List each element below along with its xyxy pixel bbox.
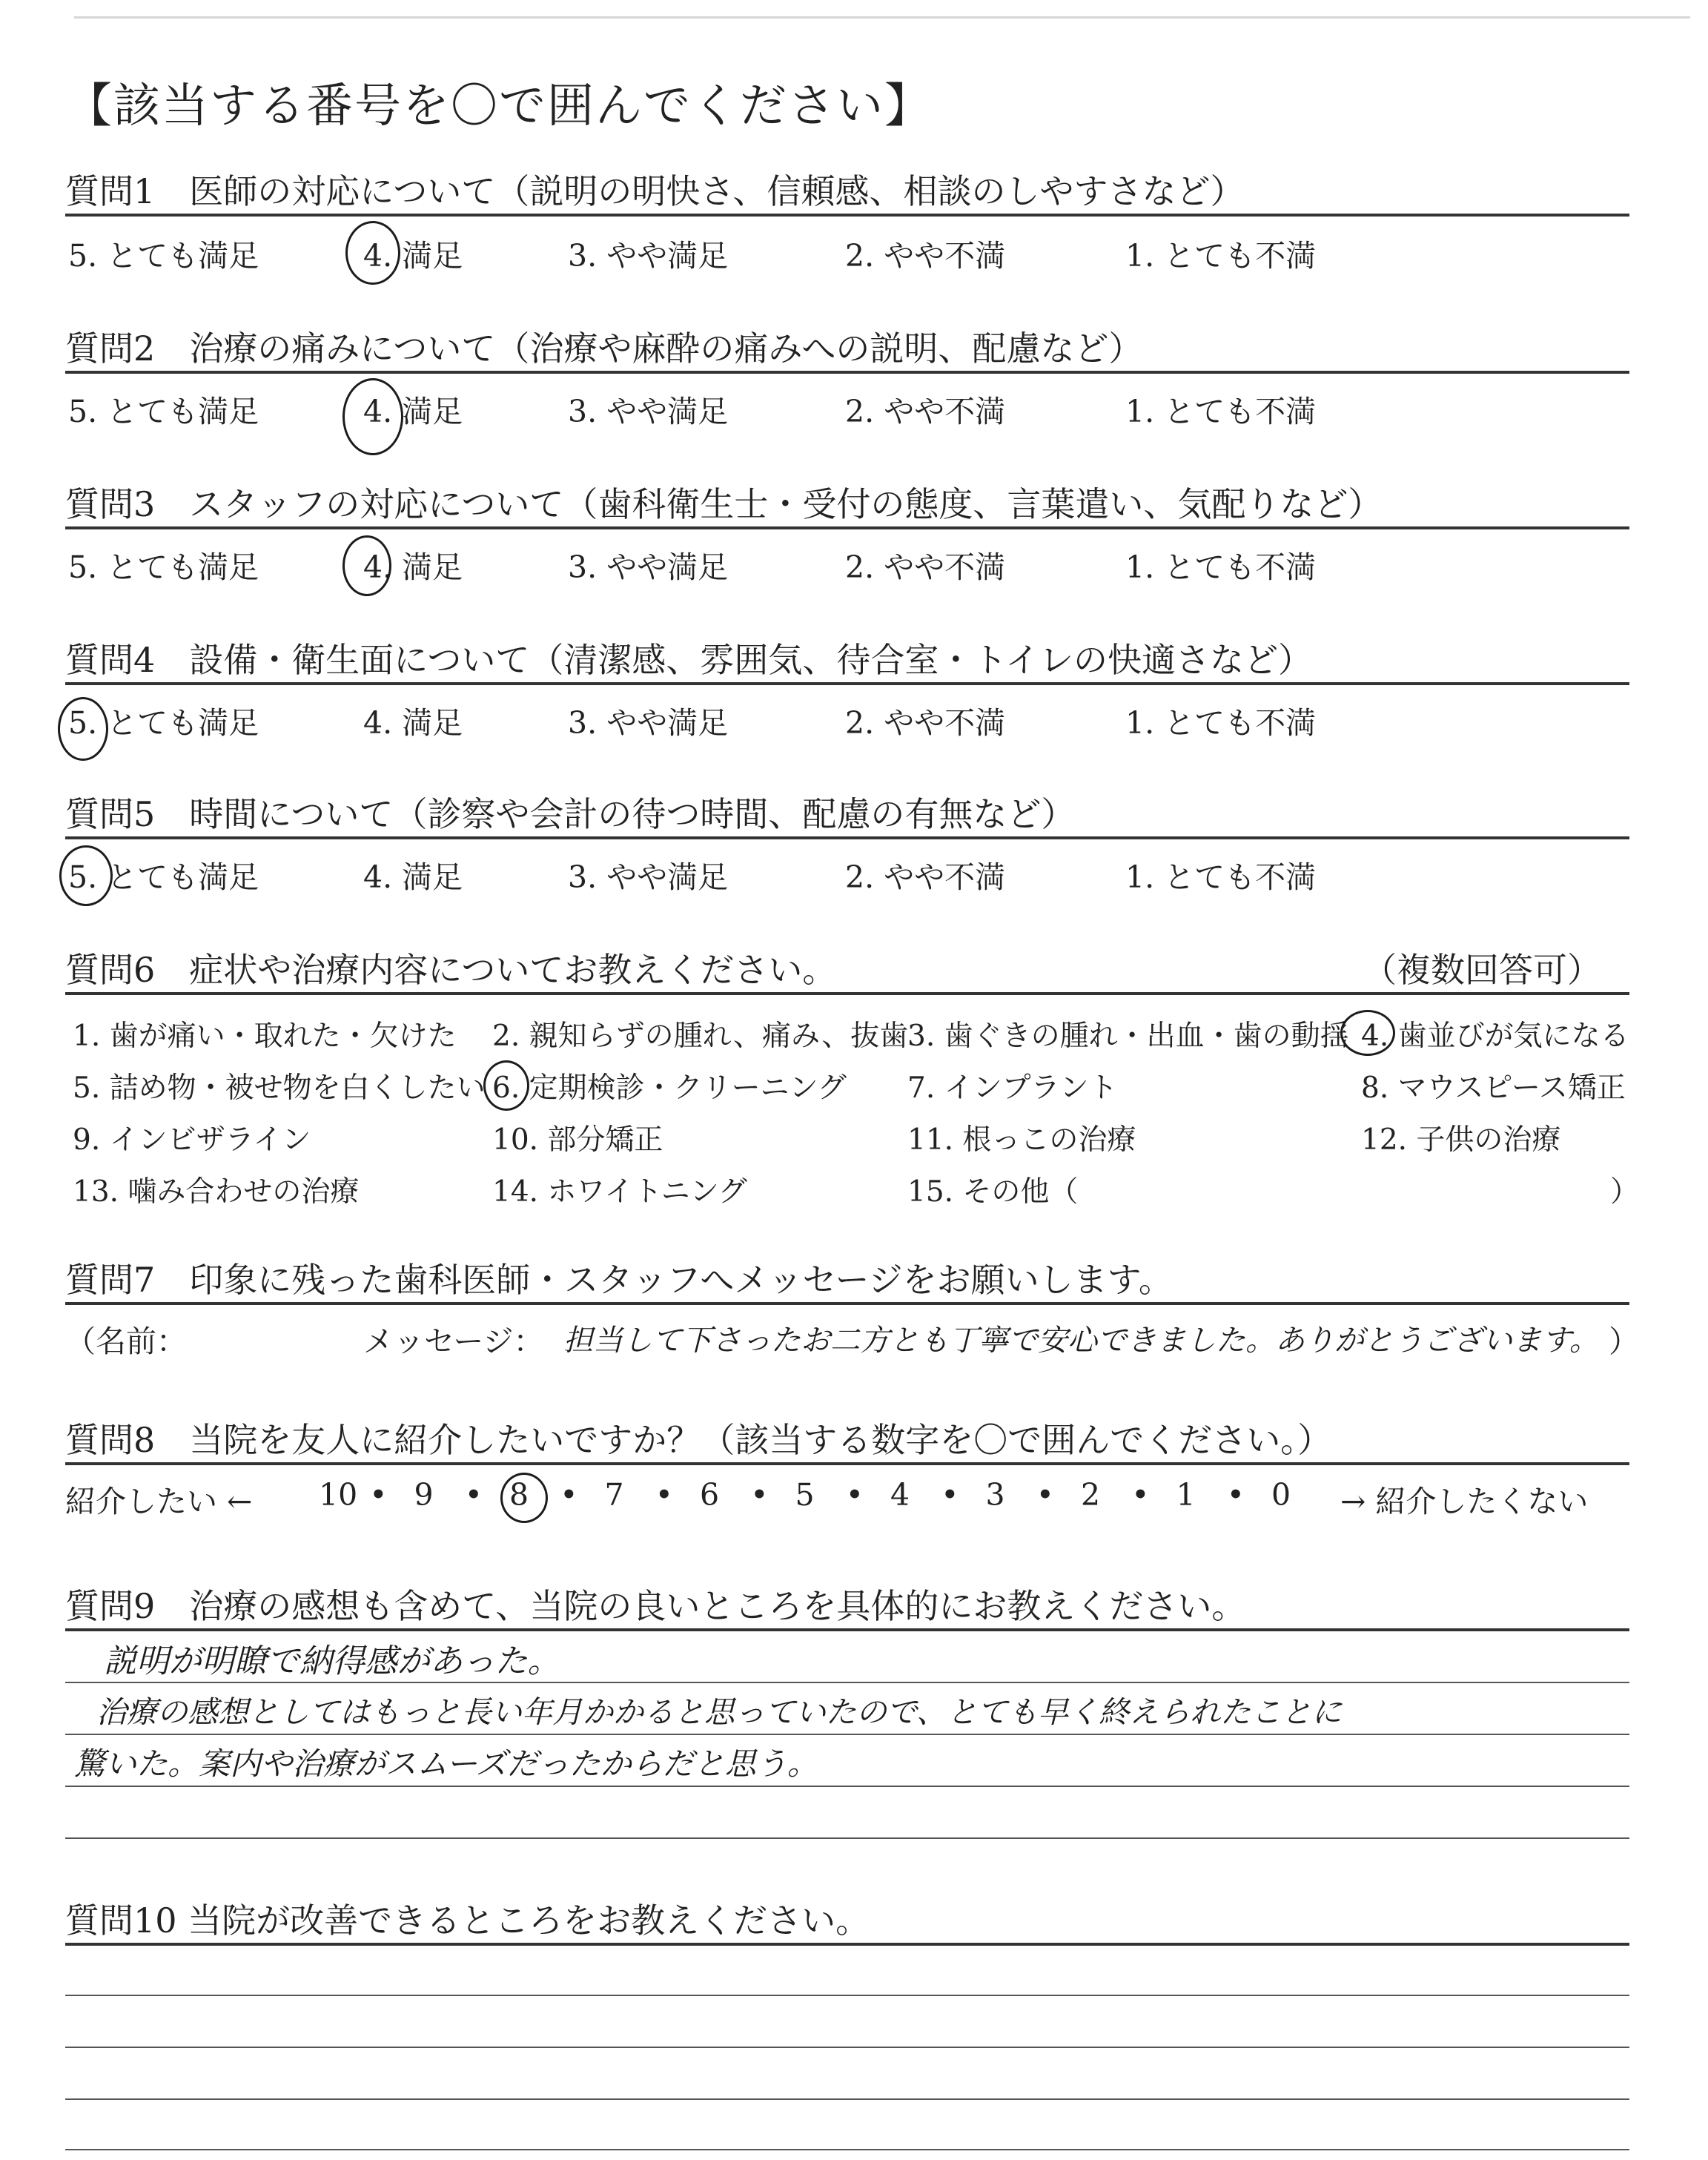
q4-rule xyxy=(65,682,1629,685)
q8-title: 質問8 当院を友人に紹介したいですか？（該当する数字を〇で囲んでください。） xyxy=(65,1420,1332,1460)
q1-option-4[interactable]: 4. 満足 xyxy=(363,238,463,274)
q4-option-3[interactable]: 3. やや満足 xyxy=(568,705,729,741)
q8-scale-3[interactable]: 3 xyxy=(985,1477,1005,1513)
q5-option-1[interactable]: 1. とても不満 xyxy=(1125,859,1317,895)
q1-option-3[interactable]: 3. やや満足 xyxy=(568,238,729,274)
scan-edge-line xyxy=(74,16,1690,19)
q6-item-3[interactable]: 3. 歯ぐきの腫れ・出血・歯の動揺 xyxy=(907,1020,1349,1053)
q8-scale-dot: • xyxy=(750,1477,769,1513)
q6-item-4[interactable]: 4. 歯並びが気になる xyxy=(1361,1020,1629,1053)
q7-name-label: （名前： xyxy=(65,1324,187,1359)
q1-title: 質問1 医師の対応について（説明の明快さ、信頼感、相談のしやすさなど） xyxy=(65,171,1245,211)
q6-item-13[interactable]: 13. 噛み合わせの治療 xyxy=(73,1175,360,1209)
q9-line xyxy=(65,1837,1629,1839)
q9-rule xyxy=(65,1628,1629,1631)
q3-answer-circle xyxy=(342,535,391,596)
q9-line xyxy=(65,1682,1629,1683)
q1-option-2[interactable]: 2. やや不満 xyxy=(845,238,1006,274)
q3-option-3[interactable]: 3. やや満足 xyxy=(568,549,729,585)
q8-scale-dot: • xyxy=(941,1477,959,1513)
q3-option-1[interactable]: 1. とても不満 xyxy=(1125,549,1317,585)
q1-option-1[interactable]: 1. とても不満 xyxy=(1125,238,1317,274)
q4-option-5[interactable]: 5. とても満足 xyxy=(68,705,259,741)
q3-option-5[interactable]: 5. とても満足 xyxy=(68,549,259,585)
q6-item-11[interactable]: 11. 根っこの治療 xyxy=(907,1123,1136,1157)
q6-item-6[interactable]: 6. 定期検診・クリーニング xyxy=(492,1071,847,1105)
q8-scale-dot: • xyxy=(1131,1477,1150,1513)
q8-scale-4[interactable]: 4 xyxy=(890,1477,910,1513)
q5-answer-circle xyxy=(59,845,113,906)
q6-rule xyxy=(65,992,1629,995)
q2-title: 質問2 治療の痛みについて（治療や麻酔の痛みへの説明、配慮など） xyxy=(65,328,1143,369)
q9-answer-line-2[interactable]: 治療の感想としてはもっと長い年月かかると思っていたので、とても早く終えられたことに xyxy=(96,1694,1343,1730)
q6-item-12[interactable]: 12. 子供の治療 xyxy=(1361,1123,1561,1157)
q1-answer-circle xyxy=(345,221,400,285)
q8-scale-dot: • xyxy=(845,1477,864,1513)
q6-title: 質問6 症状や治療内容についてお教えください。 xyxy=(65,950,837,990)
q5-option-5[interactable]: 5. とても満足 xyxy=(68,859,259,895)
q9-line xyxy=(65,1786,1629,1787)
q3-title: 質問3 スタッフの対応について（歯科衛生士・受付の態度、言葉遣い、気配りなど） xyxy=(65,484,1383,524)
q10-line xyxy=(65,2098,1629,2100)
q6-answer-circle-4 xyxy=(1340,1010,1395,1056)
q4-option-1[interactable]: 1. とても不満 xyxy=(1125,705,1317,741)
q8-scale-9[interactable]: 9 xyxy=(414,1477,434,1513)
q5-title: 質問5 時間について（診察や会計の待つ時間、配慮の有無など） xyxy=(65,794,1076,834)
q8-scale-8[interactable]: 8 xyxy=(509,1477,529,1513)
q1-rule xyxy=(65,214,1629,217)
q8-scale-dot: • xyxy=(1226,1477,1245,1513)
q2-option-2[interactable]: 2. やや不満 xyxy=(845,394,1006,429)
q6-answer-circle-6 xyxy=(483,1060,529,1111)
q9-line xyxy=(65,1734,1629,1735)
q2-option-1[interactable]: 1. とても不満 xyxy=(1125,394,1317,429)
q7-close-paren: ） xyxy=(1609,1324,1639,1359)
q8-scale-7[interactable]: 7 xyxy=(604,1477,624,1513)
q4-answer-circle xyxy=(58,697,108,761)
q8-left-label: 紹介したい ← xyxy=(65,1484,253,1519)
q9-title: 質問9 治療の感想も含めて、当院の良いところを具体的にお教えください。 xyxy=(65,1586,1246,1626)
q6-note: （複数回答可） xyxy=(1363,950,1601,990)
q8-scale-6[interactable]: 6 xyxy=(700,1477,720,1513)
q6-item-14[interactable]: 14. ホワイトニング xyxy=(492,1175,747,1209)
q4-option-2[interactable]: 2. やや不満 xyxy=(845,705,1006,741)
q3-option-2[interactable]: 2. やや不満 xyxy=(845,549,1006,585)
q2-option-3[interactable]: 3. やや満足 xyxy=(568,394,729,429)
q4-option-4[interactable]: 4. 満足 xyxy=(363,705,463,741)
q8-scale-5[interactable]: 5 xyxy=(795,1477,815,1513)
q8-scale-2[interactable]: 2 xyxy=(1081,1477,1101,1513)
q8-scale-dot: • xyxy=(655,1477,673,1513)
q7-message-label: メッセージ： xyxy=(363,1324,544,1359)
q2-option-4[interactable]: 4. 満足 xyxy=(363,394,463,429)
q8-scale-1[interactable]: 1 xyxy=(1176,1477,1196,1513)
q5-option-4[interactable]: 4. 満足 xyxy=(363,859,463,895)
q6-item-9[interactable]: 9. インビザライン xyxy=(73,1123,311,1157)
q2-option-5[interactable]: 5. とても満足 xyxy=(68,394,259,429)
q8-scale-dot: • xyxy=(464,1477,483,1513)
q7-message-text[interactable]: 担当して下さったお二方とも丁寧で安心できました。ありがとうございます。 xyxy=(563,1324,1599,1358)
q6-item-1[interactable]: 1. 歯が痛い・取れた・欠けた xyxy=(73,1020,457,1053)
q5-option-2[interactable]: 2. やや不満 xyxy=(845,859,1006,895)
q7-title: 質問7 印象に残った歯科医師・スタッフへメッセージをお願いします。 xyxy=(65,1260,1173,1300)
q8-scale-dot: • xyxy=(369,1477,388,1513)
q6-item-7[interactable]: 7. インプラント xyxy=(907,1071,1118,1105)
q10-title: 質問10 当院が改善できるところをお教えください。 xyxy=(65,1900,870,1941)
q9-answer-line-1[interactable]: 説明が明瞭で納得感があった。 xyxy=(104,1642,560,1680)
q9-answer-line-3[interactable]: 驚いた。案内や治療がスムーズだったからだと思う。 xyxy=(74,1745,818,1782)
q6-item-15[interactable]: 15. その他（ xyxy=(907,1175,1079,1209)
q2-answer-circle xyxy=(342,378,403,455)
q6-item-2[interactable]: 2. 親知らずの腫れ、痛み、抜歯 xyxy=(492,1020,909,1053)
q6-item-8[interactable]: 8. マウスピース矯正 xyxy=(1361,1071,1626,1105)
q2-rule xyxy=(65,371,1629,374)
q8-answer-circle xyxy=(500,1473,548,1523)
q7-rule xyxy=(65,1302,1629,1305)
q8-rule xyxy=(65,1462,1629,1465)
q8-scale-dot: • xyxy=(560,1477,578,1513)
q5-rule xyxy=(65,836,1629,839)
q10-line xyxy=(65,2149,1629,2150)
instructions-header: 【該当する番号を〇で囲んでください】 xyxy=(65,79,933,133)
q10-rule xyxy=(65,1943,1629,1946)
q5-option-3[interactable]: 3. やや満足 xyxy=(568,859,729,895)
q8-scale-10[interactable]: 10 xyxy=(319,1477,358,1513)
q10-line xyxy=(65,2047,1629,2048)
q3-rule xyxy=(65,526,1629,529)
q3-option-4[interactable]: 4. 満足 xyxy=(363,549,463,585)
q1-option-5[interactable]: 5. とても満足 xyxy=(68,238,259,274)
q8-scale-0[interactable]: 0 xyxy=(1271,1477,1291,1513)
q4-title: 質問4 設備・衛生面について（清潔感、雰囲気、待合室・トイレの快適さなど） xyxy=(65,640,1313,680)
q8-right-label: → 紹介したくない xyxy=(1340,1484,1589,1519)
q10-line xyxy=(65,1995,1629,1996)
q8-scale-dot: • xyxy=(1036,1477,1054,1513)
q6-item-5[interactable]: 5. 詰め物・被せ物を白くしたい xyxy=(73,1071,486,1105)
q6-item-10[interactable]: 10. 部分矯正 xyxy=(492,1123,663,1157)
q6-item-15-close: ） xyxy=(1610,1175,1640,1209)
